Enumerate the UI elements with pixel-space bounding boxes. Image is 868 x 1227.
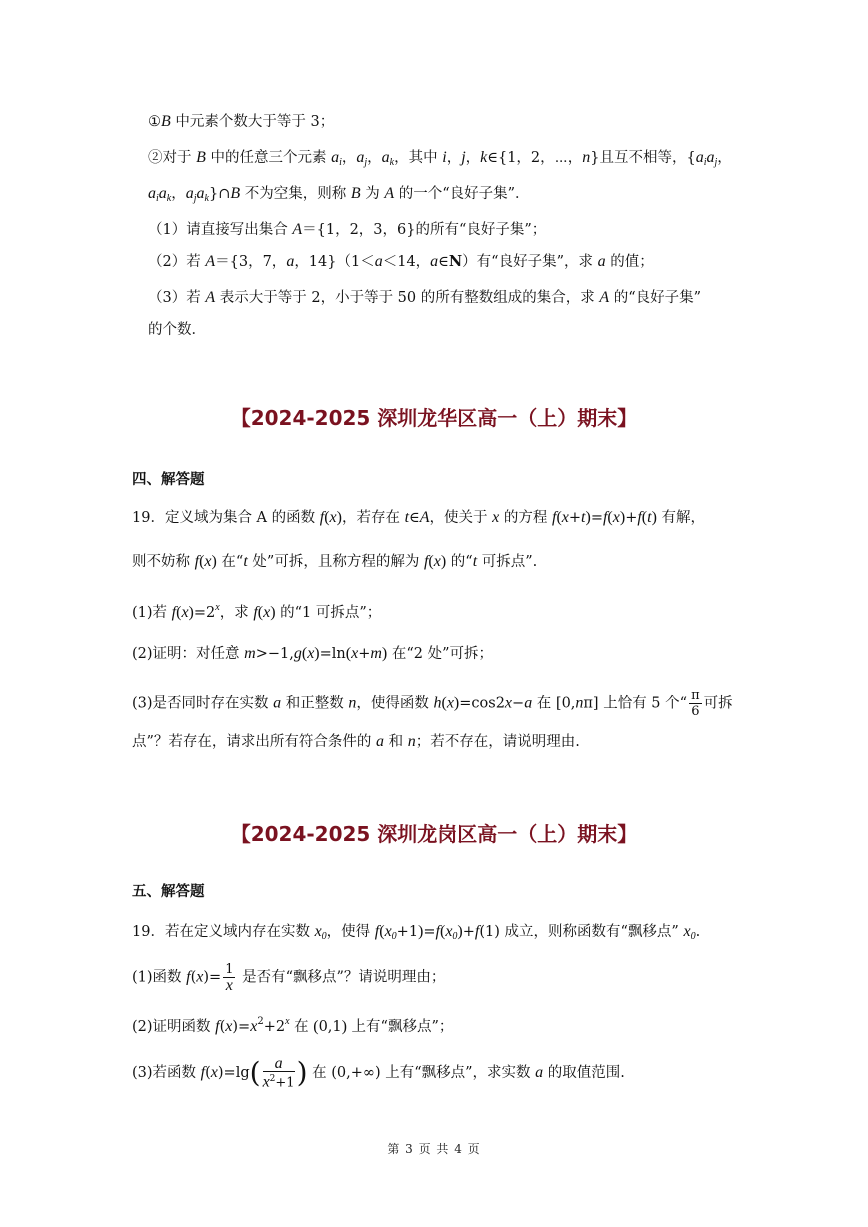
q19-longhua-part-2: (2)证明：对任意 m>−1,g(x)=ln(x+m) 在“2 处”可拆； [132,645,494,662]
part-2: （2）若 A＝{3，7，a，14}（1＜a＜14，a∈N）有“良好子集”，求 a 的值； [148,253,654,270]
condition-2-line-2: $a_ia_k$，$a_ja_k\}\cap B$ 不为空集，则称 B 为 A 的一个“良好子集”． [148,185,530,204]
page-footer: 第 3 页 共 4 页 [387,1142,481,1156]
q19-longhua-line-2: 则不妨称 f(x) 在“t 处”可拆，且称方程的解为 f(x) 的“t 可拆点”. [132,553,538,570]
section-label: 五、解答题 [132,884,205,900]
part-3-line-2: 的个数． [148,322,206,338]
exam-heading-longgang: 【2024-2025 深圳龙岗区高一（上）期末】 [230,822,638,846]
part-3-line-1: （3）若 A 表示大于等于 2，小于等于 50 的所有整数组成的集合，求 A 的“良好子集” [148,289,702,306]
condition-2-line-1: ②对于 B 中的任意三个元素 $a_i$，$a_j$，$a_k$，其中 i，j，k∈{1，2，⋯，n}且互不相等，{$a_ia_j$， [148,149,732,168]
q19-longgang-line-1: 19．若在定义域内存在实数 $x_0$，使得 $f(x_0+1)=f(x_0)+f(1)$ 成立，则称函数有“飘移点” $x_0$. [132,923,701,942]
exam-heading-longhua: 【2024-2025 深圳龙华区高一（上）期末】 [230,406,638,430]
section-label: 四、解答题 [132,472,205,488]
q19-longgang-part-3: (3)若函数 f(x)=lg( $\frac{a}{x^2+1}$ ) 在 (0,+∞) 上有“飘移点”，求实数 a 的取值范围. [132,1055,625,1091]
part-1: （1）请直接写出集合 A＝{1，2，3，6}的所有“良好子集”； [148,221,547,238]
condition-1: ①B 中元素个数大于等于 3； [148,113,335,130]
q19-longgang-part-2: (2)证明函数 $f(x)=x^2+2^x$ 在 (0,1) 上有“飘移点”； [132,1016,454,1035]
q19-longhua-part-1: (1)若 $f(x)=2^x$，求 f(x) 的“1 可拆点”； [132,602,382,621]
q19-longhua-part-3-line-1: (3)是否同时存在实数 a 和正整数 n，使得函数 h(x)=cos2x−a 在 [0,nπ] 上恰有 5 个“ $\frac{\pi}{6}$ 可拆 [132,688,733,719]
q19-longhua-line-1: 19．定义域为集合 A 的函数 f(x)，若存在 t∈A，使关于 x 的方程 f(x+t)=f(x)+f(t) 有解， [132,509,706,526]
q19-longhua-part-3-line-2: 点”？若存在，请求出所有符合条件的 a 和 n；若不存在，请说明理由. [132,733,580,750]
q19-longgang-part-1: (1)函数 f(x)= $\frac{1}{x}$ 是否有“飘移点”？请说明理由； [132,962,446,994]
